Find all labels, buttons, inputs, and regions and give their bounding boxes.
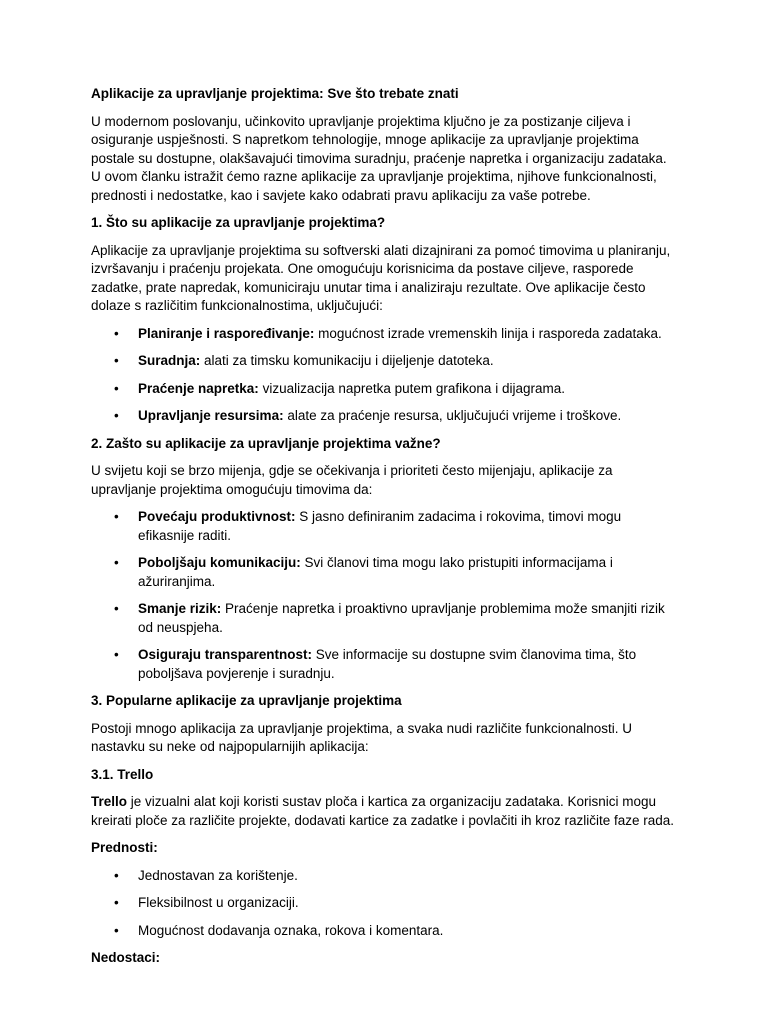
section-2-heading: 2. Zašto su aplikacije za upravljanje projektima važne? (91, 435, 441, 451)
list-item-text: Sve informacije su dostupne svim članovima tima, što poboljšava povjerenje i suradnju. (138, 647, 637, 681)
intro-paragraph: U modernom poslovanju, učinkovito upravljanje projektima ključno je za postizanje ciljeva i osiguranje uspješnosti. S napretkom tehnologije, mnoge aplikacije za upravljanje projektima postale su dostupne, olakšavajući timovima suradnju, praćenje napretka i organizaciju zadataka. U ovom članku istražit ćemo razne aplikacije za upravljanje projektima, njihove funkcionalnosti, prednosti i nedostatke, kao i savjete kako odabrati pravu aplikaciju za vaše potrebe. (91, 113, 667, 203)
cons-label: Nedostaci: (91, 950, 161, 965)
list-item (91, 380, 674, 399)
list-item (91, 325, 674, 344)
list-item-term: Osiguraju transparentnost: (138, 647, 313, 662)
document-title: Aplikacije za upravljanje projektima: Sve što trebate znati (91, 86, 459, 101)
list-item-text: vizualizacija napretka putem grafikona i dijagrama. (258, 380, 565, 396)
section-3-paragraph: Postoji mnogo aplikacija za upravljanje projektima, a svaka nudi različite funkcionalnosti. U nastavku su neke od najpopularnijih aplikacija: (91, 720, 633, 754)
list-item-text: Praćenje napretka i proaktivno upravljanje problemima može smanjiti rizik od neuspjeha. (138, 601, 665, 635)
list-item: • Fleksibilnost u organizaciji. (91, 894, 674, 913)
list-item-term: Praćenje napretka: (138, 380, 259, 396)
subsection-trello-heading: 3.1. Trello (91, 766, 154, 782)
list-item-term: Poboljšaju komunikaciju: (138, 555, 301, 570)
section-2-paragraph: U svijetu koji se brzo mijenja, gdje se očekivanja i prioriteti često mijenjaju, aplikacije za upravljanje projektima omogućuju timovima da: (91, 463, 613, 497)
section-1-heading: 1. Što su aplikacije za upravljanje projektima? (91, 215, 386, 230)
list-item (91, 646, 674, 683)
list-item (91, 508, 674, 545)
section-1-paragraph: Aplikacije za upravljanje projektima su softverski alati dizajnirani za pomoć timovima u planiranju, izvršavanju i praćenju projekata. One omogućuju korisnicima da postave ciljeve, rasporede zadatke, prate napredak, komuniciraju unutar tima i analiziraju rezultate. Ove aplikacije često dolaze s različitim funkcionalnostima, uključujući: (91, 242, 671, 313)
section-3-heading: 3. Popularne aplikacije za upravljanje projektima (91, 693, 402, 708)
list-item-text: mogućnost izrade vremenskih linija i rasporeda zadataka. (314, 325, 662, 341)
list-item: • Jednostavan za korištenje. (91, 867, 674, 886)
pros-label: Prednosti: (91, 840, 158, 855)
section-2-list (91, 508, 674, 683)
list-item-text: S jasno definiranim zadacima i rokovima, timovi mogu efikasnije raditi. (138, 509, 622, 543)
trello-name: Trello (91, 794, 128, 809)
trello-description: je vizualni alat koji koristi sustav ploča i kartica za organizaciju zadataka. Korisnici mogu kreirati ploče za različite projekte, dodavati kartice za zadatke i povlačiti ih kroz različite faze rada. (91, 794, 675, 828)
list-item-term: Upravljanje resursima: (138, 408, 284, 423)
list-item-text: Svi članovi tima mogu lako pristupiti informacijama i ažuriranjima. (138, 555, 613, 589)
list-item (91, 407, 674, 426)
list-item: • Mogućnost dodavanja oznaka, rokova i komentara. (91, 922, 674, 941)
subsection-trello-paragraph (91, 793, 674, 830)
list-item (91, 352, 674, 371)
list-item-term: Povećaju produktivnost: (138, 509, 296, 524)
list-item-term: Smanje rizik: (138, 601, 222, 616)
list-item-text: alate za praćenje resursa, uključujući vrijeme i troškove. (283, 408, 622, 423)
list-item (91, 554, 674, 591)
list-item-term: Suradnja: (138, 353, 201, 368)
list-item-text: alati za timsku komunikaciju i dijeljenje datoteka. (200, 353, 494, 368)
list-item (91, 600, 674, 637)
pros-list (91, 867, 674, 941)
list-item-term: Planiranje i raspoređivanje: (138, 325, 315, 341)
section-1-list (91, 325, 674, 426)
